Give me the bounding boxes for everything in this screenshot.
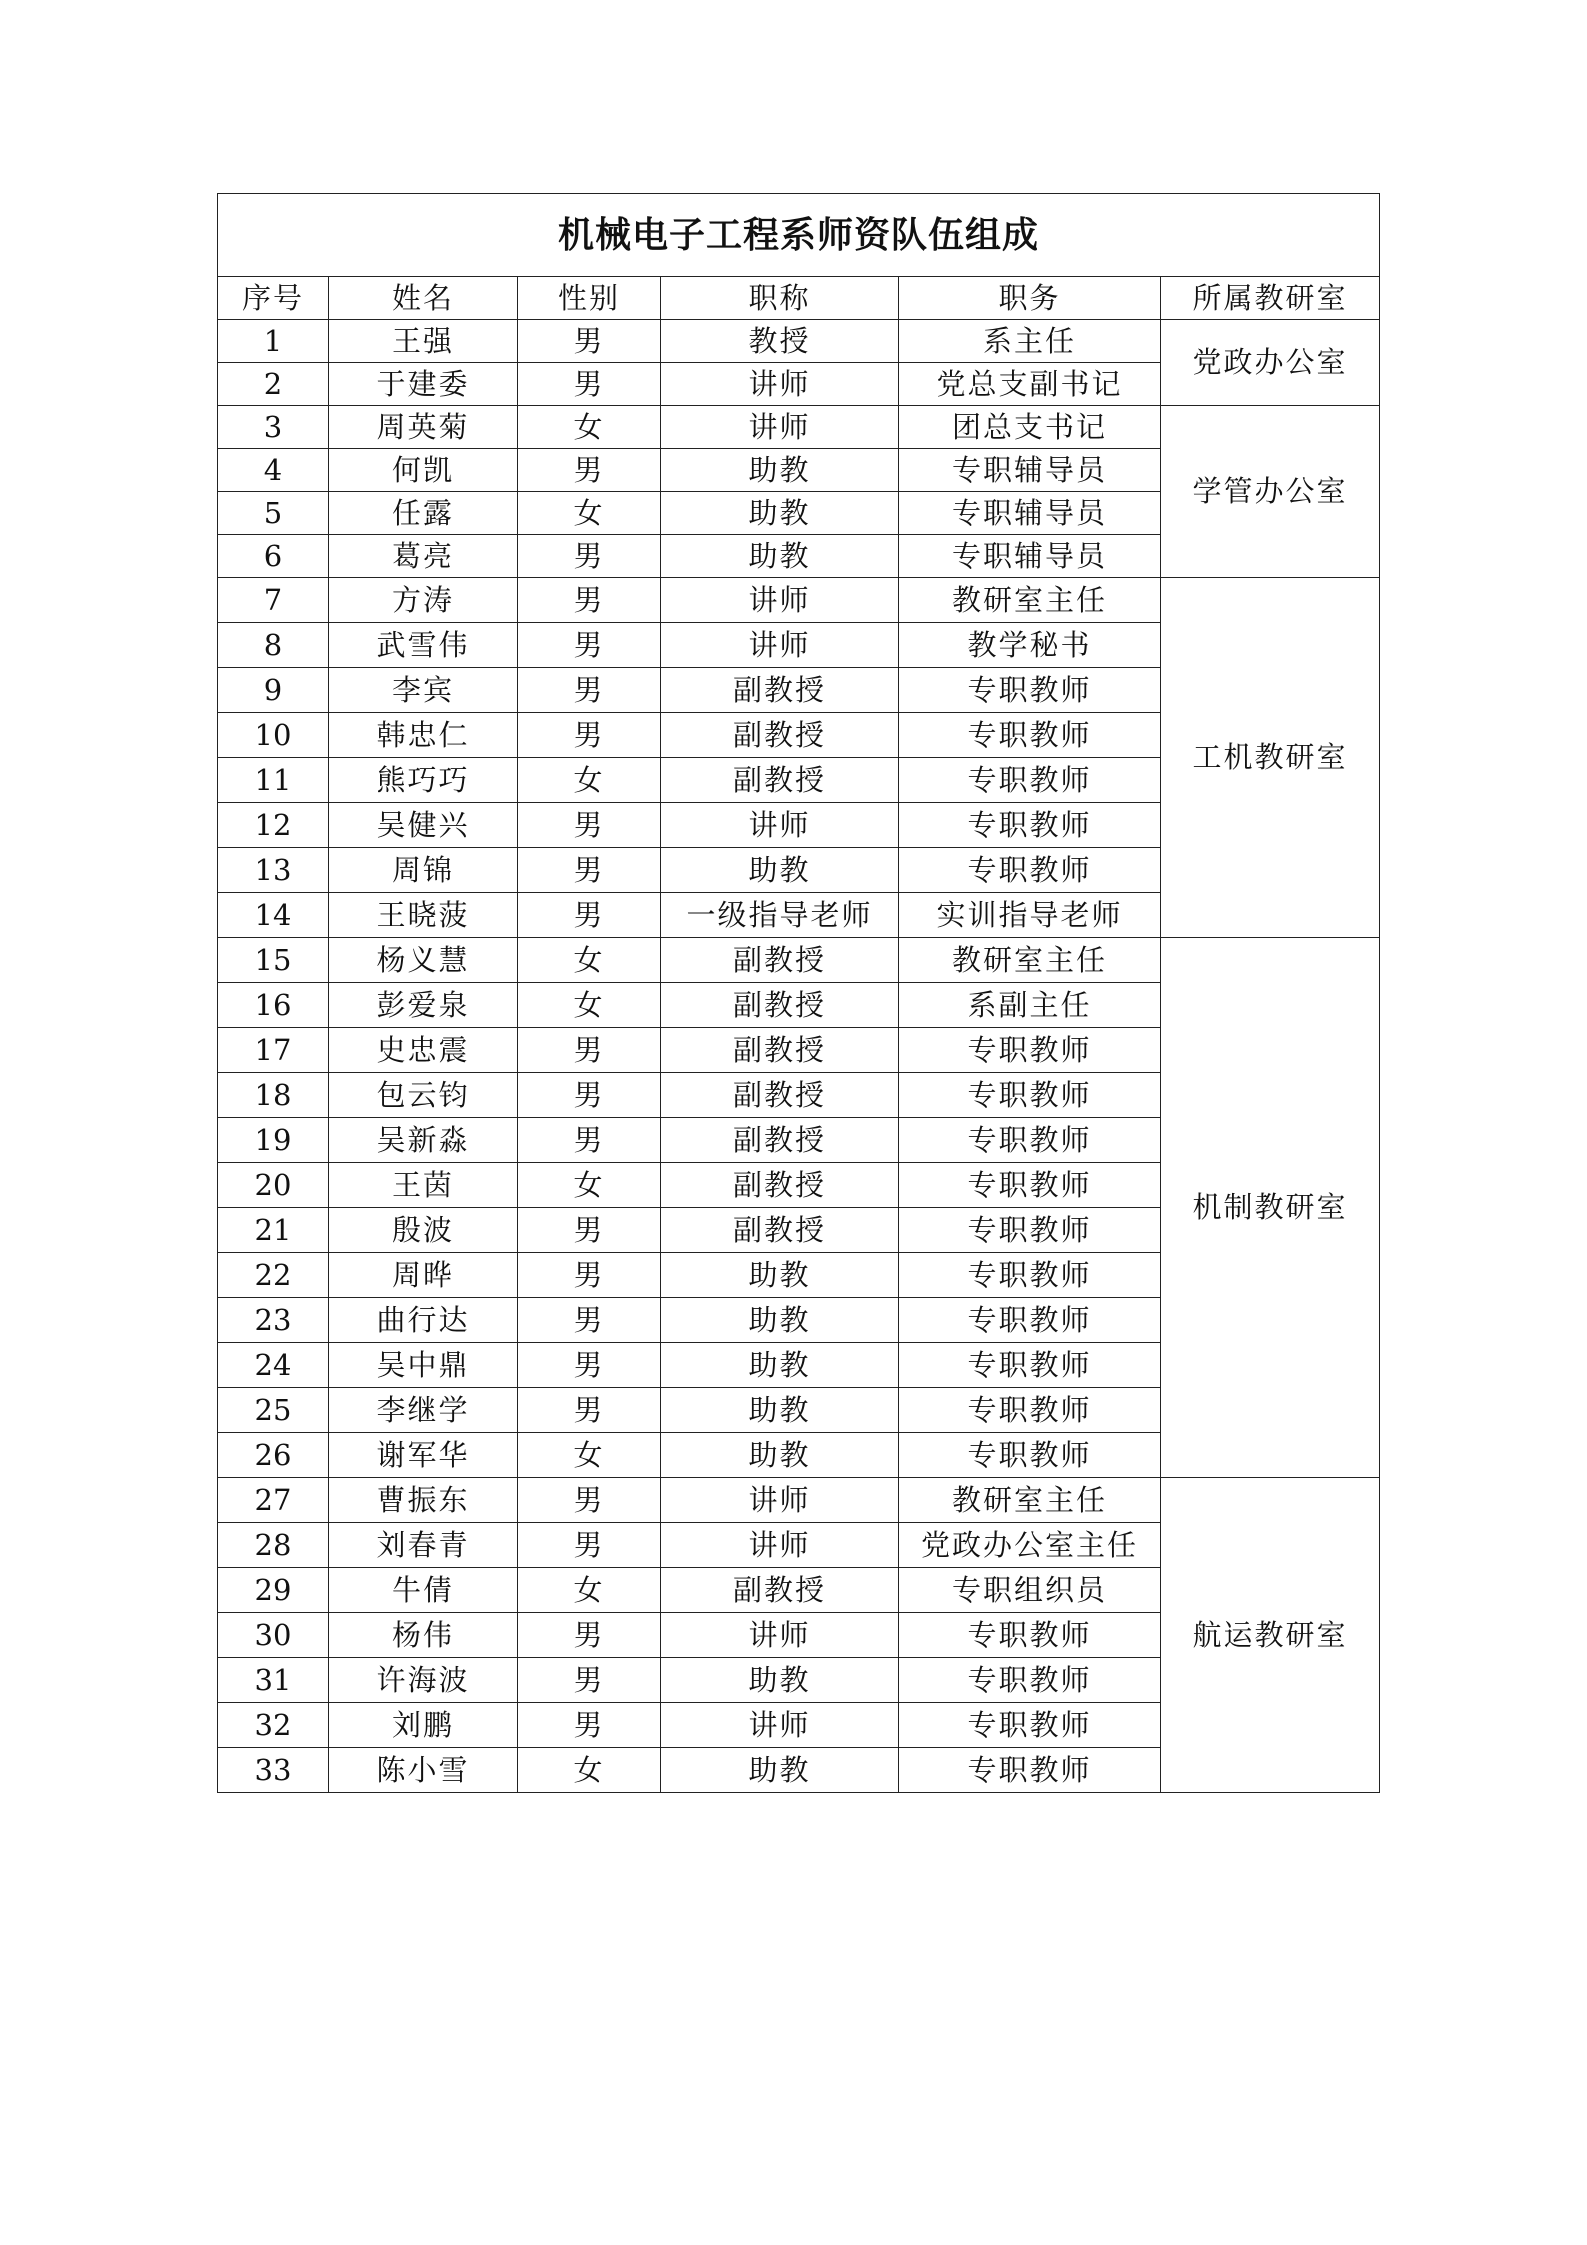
cell-no: 13 bbox=[218, 848, 329, 893]
cell-gender: 女 bbox=[518, 938, 661, 983]
cell-no: 11 bbox=[218, 758, 329, 803]
cell-gender: 男 bbox=[518, 363, 661, 406]
table-row bbox=[218, 320, 1380, 363]
table-row bbox=[218, 938, 1380, 983]
cell-rank: 讲师 bbox=[661, 1523, 899, 1568]
faculty-table bbox=[217, 193, 1380, 1793]
cell-position: 系副主任 bbox=[899, 983, 1161, 1028]
cell-no: 23 bbox=[218, 1298, 329, 1343]
cell-name: 吴新淼 bbox=[329, 1118, 518, 1163]
cell-position: 专职教师 bbox=[899, 1298, 1161, 1343]
cell-name: 熊巧巧 bbox=[329, 758, 518, 803]
cell-gender: 男 bbox=[518, 1343, 661, 1388]
cell-gender: 女 bbox=[518, 1748, 661, 1793]
cell-office-jizhi: 机制教研室 bbox=[1161, 938, 1380, 1478]
cell-no: 30 bbox=[218, 1613, 329, 1658]
cell-office-gongji: 工机教研室 bbox=[1161, 578, 1380, 938]
cell-gender: 女 bbox=[518, 1433, 661, 1478]
cell-position: 系主任 bbox=[899, 320, 1161, 363]
cell-gender: 男 bbox=[518, 1478, 661, 1523]
cell-name: 吴中鼎 bbox=[329, 1343, 518, 1388]
cell-rank: 讲师 bbox=[661, 803, 899, 848]
cell-no: 21 bbox=[218, 1208, 329, 1253]
cell-no: 29 bbox=[218, 1568, 329, 1613]
cell-name: 杨伟 bbox=[329, 1613, 518, 1658]
cell-no: 3 bbox=[218, 406, 329, 449]
cell-rank: 助教 bbox=[661, 848, 899, 893]
cell-name: 刘春青 bbox=[329, 1523, 518, 1568]
cell-office-student: 学管办公室 bbox=[1161, 406, 1380, 578]
cell-gender: 男 bbox=[518, 848, 661, 893]
cell-position: 专职教师 bbox=[899, 1028, 1161, 1073]
cell-no: 8 bbox=[218, 623, 329, 668]
cell-rank: 讲师 bbox=[661, 406, 899, 449]
cell-rank: 助教 bbox=[661, 1388, 899, 1433]
cell-no: 5 bbox=[218, 492, 329, 535]
cell-name: 李宾 bbox=[329, 668, 518, 713]
cell-name: 于建委 bbox=[329, 363, 518, 406]
cell-name: 杨义慧 bbox=[329, 938, 518, 983]
cell-position: 党总支副书记 bbox=[899, 363, 1161, 406]
cell-no: 4 bbox=[218, 449, 329, 492]
cell-gender: 男 bbox=[518, 1253, 661, 1298]
cell-name: 曲行达 bbox=[329, 1298, 518, 1343]
cell-rank: 副教授 bbox=[661, 1118, 899, 1163]
table-body bbox=[218, 320, 1380, 1793]
cell-name: 许海波 bbox=[329, 1658, 518, 1703]
cell-rank: 副教授 bbox=[661, 668, 899, 713]
cell-position: 专职教师 bbox=[899, 758, 1161, 803]
cell-rank: 助教 bbox=[661, 1298, 899, 1343]
cell-gender: 男 bbox=[518, 535, 661, 578]
cell-no: 25 bbox=[218, 1388, 329, 1433]
cell-name: 刘鹏 bbox=[329, 1703, 518, 1748]
cell-gender: 男 bbox=[518, 578, 661, 623]
cell-gender: 男 bbox=[518, 449, 661, 492]
cell-rank: 助教 bbox=[661, 535, 899, 578]
cell-gender: 男 bbox=[518, 1298, 661, 1343]
cell-no: 14 bbox=[218, 893, 329, 938]
table-row bbox=[218, 1478, 1380, 1523]
cell-gender: 女 bbox=[518, 1568, 661, 1613]
cell-position: 专职教师 bbox=[899, 668, 1161, 713]
cell-gender: 男 bbox=[518, 1028, 661, 1073]
cell-no: 16 bbox=[218, 983, 329, 1028]
cell-position: 专职辅导员 bbox=[899, 535, 1161, 578]
cell-rank: 副教授 bbox=[661, 983, 899, 1028]
cell-position: 实训指导老师 bbox=[899, 893, 1161, 938]
cell-no: 26 bbox=[218, 1433, 329, 1478]
cell-name: 吴健兴 bbox=[329, 803, 518, 848]
cell-gender: 女 bbox=[518, 406, 661, 449]
cell-position: 专职教师 bbox=[899, 1073, 1161, 1118]
cell-rank: 副教授 bbox=[661, 758, 899, 803]
cell-name: 史忠震 bbox=[329, 1028, 518, 1073]
cell-name: 李继学 bbox=[329, 1388, 518, 1433]
cell-position: 专职教师 bbox=[899, 848, 1161, 893]
cell-name: 彭爱泉 bbox=[329, 983, 518, 1028]
cell-position: 专职教师 bbox=[899, 1613, 1161, 1658]
cell-name: 葛亮 bbox=[329, 535, 518, 578]
cell-no: 20 bbox=[218, 1163, 329, 1208]
cell-position: 专职教师 bbox=[899, 1163, 1161, 1208]
cell-rank: 助教 bbox=[661, 492, 899, 535]
cell-name: 何凯 bbox=[329, 449, 518, 492]
cell-rank: 助教 bbox=[661, 1658, 899, 1703]
cell-position: 教学秘书 bbox=[899, 623, 1161, 668]
cell-position: 专职教师 bbox=[899, 1433, 1161, 1478]
cell-position: 党政办公室主任 bbox=[899, 1523, 1161, 1568]
cell-rank: 副教授 bbox=[661, 1568, 899, 1613]
cell-rank: 讲师 bbox=[661, 623, 899, 668]
cell-position: 专职辅导员 bbox=[899, 492, 1161, 535]
cell-no: 1 bbox=[218, 320, 329, 363]
cell-rank: 讲师 bbox=[661, 578, 899, 623]
cell-name: 周晔 bbox=[329, 1253, 518, 1298]
cell-gender: 男 bbox=[518, 1613, 661, 1658]
cell-position: 专职教师 bbox=[899, 713, 1161, 758]
cell-name: 周锦 bbox=[329, 848, 518, 893]
cell-rank: 副教授 bbox=[661, 1073, 899, 1118]
cell-position: 专职教师 bbox=[899, 1703, 1161, 1748]
cell-name: 牛倩 bbox=[329, 1568, 518, 1613]
cell-rank: 讲师 bbox=[661, 1703, 899, 1748]
cell-gender: 男 bbox=[518, 803, 661, 848]
cell-no: 6 bbox=[218, 535, 329, 578]
cell-no: 22 bbox=[218, 1253, 329, 1298]
cell-name: 王强 bbox=[329, 320, 518, 363]
cell-name: 包云钧 bbox=[329, 1073, 518, 1118]
cell-gender: 男 bbox=[518, 1658, 661, 1703]
header-office: 所属教研室 bbox=[1161, 277, 1380, 320]
cell-no: 15 bbox=[218, 938, 329, 983]
cell-position: 专职教师 bbox=[899, 1748, 1161, 1793]
header-row bbox=[218, 277, 1380, 320]
cell-name: 王晓菠 bbox=[329, 893, 518, 938]
cell-position: 专职教师 bbox=[899, 1388, 1161, 1433]
header-gender: 性别 bbox=[518, 277, 661, 320]
cell-gender: 女 bbox=[518, 492, 661, 535]
cell-name: 曹振东 bbox=[329, 1478, 518, 1523]
cell-position: 教研室主任 bbox=[899, 1478, 1161, 1523]
cell-rank: 副教授 bbox=[661, 938, 899, 983]
cell-position: 专职教师 bbox=[899, 803, 1161, 848]
cell-name: 谢军华 bbox=[329, 1433, 518, 1478]
cell-gender: 男 bbox=[518, 320, 661, 363]
cell-gender: 男 bbox=[518, 1523, 661, 1568]
cell-position: 教研室主任 bbox=[899, 578, 1161, 623]
cell-position: 教研室主任 bbox=[899, 938, 1161, 983]
cell-gender: 男 bbox=[518, 713, 661, 758]
cell-no: 17 bbox=[218, 1028, 329, 1073]
cell-name: 方涛 bbox=[329, 578, 518, 623]
cell-gender: 男 bbox=[518, 668, 661, 713]
table-title: 机械电子工程系师资队伍组成 bbox=[218, 194, 1380, 277]
cell-position: 专职组织员 bbox=[899, 1568, 1161, 1613]
cell-no: 7 bbox=[218, 578, 329, 623]
table-row bbox=[218, 578, 1380, 623]
cell-rank: 副教授 bbox=[661, 1208, 899, 1253]
cell-name: 王茵 bbox=[329, 1163, 518, 1208]
cell-rank: 讲师 bbox=[661, 1613, 899, 1658]
cell-rank: 副教授 bbox=[661, 713, 899, 758]
table-row bbox=[218, 406, 1380, 449]
header-name: 姓名 bbox=[329, 277, 518, 320]
cell-no: 24 bbox=[218, 1343, 329, 1388]
cell-gender: 男 bbox=[518, 623, 661, 668]
cell-rank: 助教 bbox=[661, 1433, 899, 1478]
header-rank: 职称 bbox=[661, 277, 899, 320]
cell-no: 32 bbox=[218, 1703, 329, 1748]
cell-gender: 男 bbox=[518, 1073, 661, 1118]
cell-rank: 助教 bbox=[661, 449, 899, 492]
cell-rank: 教授 bbox=[661, 320, 899, 363]
cell-rank: 助教 bbox=[661, 1343, 899, 1388]
cell-no: 19 bbox=[218, 1118, 329, 1163]
cell-no: 9 bbox=[218, 668, 329, 713]
cell-name: 周英菊 bbox=[329, 406, 518, 449]
cell-no: 28 bbox=[218, 1523, 329, 1568]
header-no: 序号 bbox=[218, 277, 329, 320]
cell-name: 任露 bbox=[329, 492, 518, 535]
cell-position: 专职教师 bbox=[899, 1253, 1161, 1298]
header-position: 职务 bbox=[899, 277, 1161, 320]
cell-rank: 副教授 bbox=[661, 1163, 899, 1208]
cell-position: 团总支书记 bbox=[899, 406, 1161, 449]
cell-rank: 助教 bbox=[661, 1748, 899, 1793]
cell-name: 武雪伟 bbox=[329, 623, 518, 668]
cell-no: 12 bbox=[218, 803, 329, 848]
cell-gender: 男 bbox=[518, 1208, 661, 1253]
cell-position: 专职教师 bbox=[899, 1658, 1161, 1703]
cell-gender: 女 bbox=[518, 758, 661, 803]
cell-position: 专职教师 bbox=[899, 1208, 1161, 1253]
cell-no: 18 bbox=[218, 1073, 329, 1118]
cell-office-hangyun: 航运教研室 bbox=[1161, 1478, 1380, 1793]
cell-position: 专职教师 bbox=[899, 1343, 1161, 1388]
cell-rank: 讲师 bbox=[661, 363, 899, 406]
cell-no: 31 bbox=[218, 1658, 329, 1703]
cell-rank: 助教 bbox=[661, 1253, 899, 1298]
cell-gender: 女 bbox=[518, 983, 661, 1028]
cell-position: 专职教师 bbox=[899, 1118, 1161, 1163]
cell-rank: 讲师 bbox=[661, 1478, 899, 1523]
cell-gender: 男 bbox=[518, 1388, 661, 1433]
cell-position: 专职辅导员 bbox=[899, 449, 1161, 492]
cell-no: 33 bbox=[218, 1748, 329, 1793]
cell-gender: 女 bbox=[518, 1163, 661, 1208]
cell-no: 10 bbox=[218, 713, 329, 758]
cell-gender: 男 bbox=[518, 893, 661, 938]
cell-office-party: 党政办公室 bbox=[1161, 320, 1380, 406]
cell-name: 韩忠仁 bbox=[329, 713, 518, 758]
cell-rank: 副教授 bbox=[661, 1028, 899, 1073]
cell-gender: 男 bbox=[518, 1703, 661, 1748]
cell-name: 陈小雪 bbox=[329, 1748, 518, 1793]
cell-no: 27 bbox=[218, 1478, 329, 1523]
cell-no: 2 bbox=[218, 363, 329, 406]
cell-gender: 男 bbox=[518, 1118, 661, 1163]
cell-rank: 一级指导老师 bbox=[661, 893, 899, 938]
cell-name: 殷波 bbox=[329, 1208, 518, 1253]
